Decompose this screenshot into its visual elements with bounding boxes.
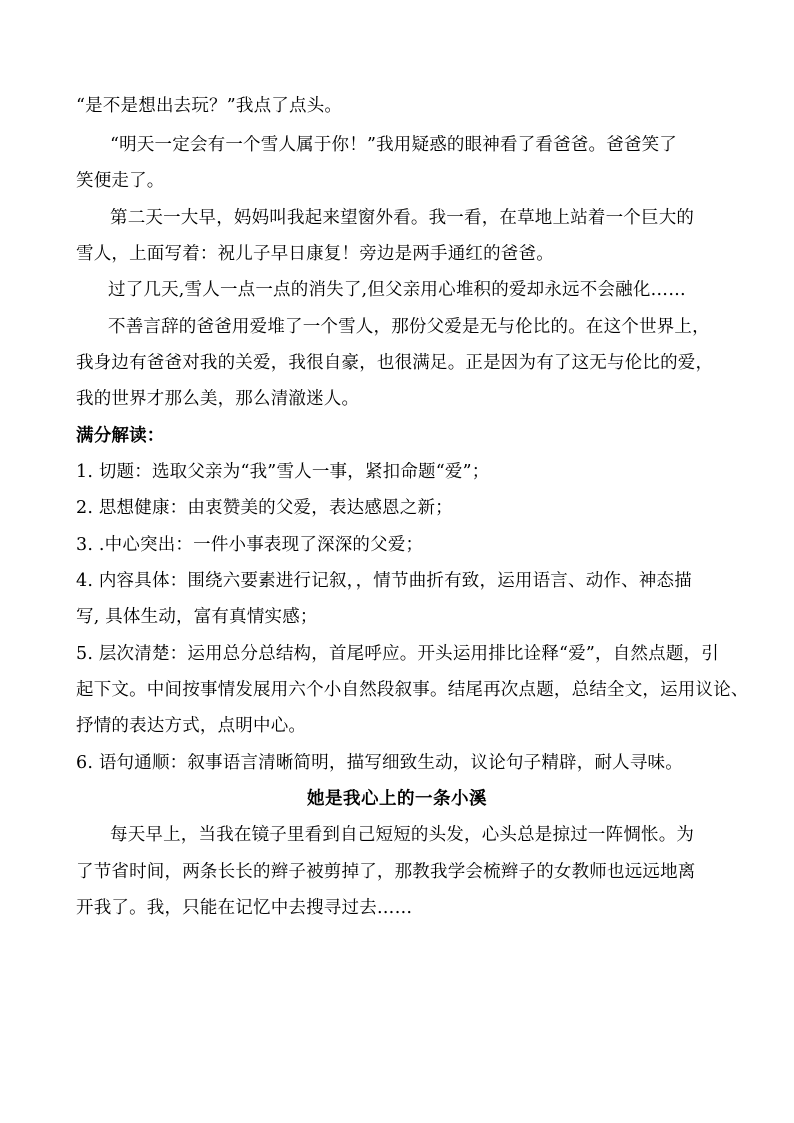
analysis-item: 6. 语句通顺：叙事语言清晰简明，描写细致生动，议论句子精辟，耐人寻味。: [76, 753, 683, 773]
story-line: 雪人，上面写着：祝儿子早日康复！旁边是两手通红的爸爸。: [76, 244, 554, 264]
essay-title: 她是我心上的一条小溪: [307, 789, 487, 809]
analysis-item: 1. 切题：选取父亲为“我”雪人一事，紧扣命题“爱”；: [76, 462, 490, 482]
story-line: 过了几天,雪人一点一点的消失了,但父亲用心堆积的爱却永远不会融化……: [108, 280, 686, 300]
essay-line: 了节省时间，两条长长的辫子被剪掉了，那教我学会梳辫子的女教师也远远地离: [76, 862, 696, 882]
analysis-item: 3. .中心突出：一件小事表现了深深的父爱；: [76, 535, 424, 555]
analysis-item: 写, 具体生动，富有真情实感；: [76, 607, 318, 627]
analysis-item: 4. 内容具体：围绕六要素进行记叙，，情节曲折有致，运用语言、动作、神态描: [76, 571, 692, 591]
story-line: 不善言辞的爸爸用爱堆了一个雪人，那份父爱是无与伦比的。在这个世界上，: [108, 317, 710, 337]
analysis-heading: 满分解读：: [76, 426, 165, 446]
analysis-item: 起下文。中间按事情发展用六个小自然段叙事。结尾再次点题，总结全文，运用议论、: [76, 680, 749, 700]
story-line: “明天一定会有一个雪人属于你！”我用疑惑的眼神看了看爸爸。爸爸笑了: [110, 135, 677, 155]
story-line: “是不是想出去玩？”我点了点头。: [76, 96, 343, 116]
story-line: 我的世界才那么美，那么清澈迷人。: [76, 389, 360, 409]
essay-line: 开我了。我，只能在记忆中去搜寻过去……: [76, 898, 413, 918]
story-line: 我身边有爸爸对我的关爱，我很自豪，也很满足。正是因为有了这无与伦比的爱，: [76, 353, 714, 373]
analysis-item: 抒情的表达方式，点明中心。: [76, 716, 307, 736]
analysis-item: 2. 思想健康：由衷赞美的父爱，表达感恩之新；: [76, 498, 453, 518]
story-line: 笑便走了。: [76, 171, 165, 191]
story-line: 第二天一大早，妈妈叫我起来望窗外看。我一看，在草地上站着一个巨大的: [110, 208, 695, 228]
analysis-item: 5. 层次清楚：运用总分总结构，首尾呼应。开头运用排比诠释“爱”，自然点题，引: [76, 644, 719, 664]
essay-line: 每天早上，当我在镜子里看到自己短短的头发，心头总是掠过一阵惆怅。为: [110, 825, 695, 845]
